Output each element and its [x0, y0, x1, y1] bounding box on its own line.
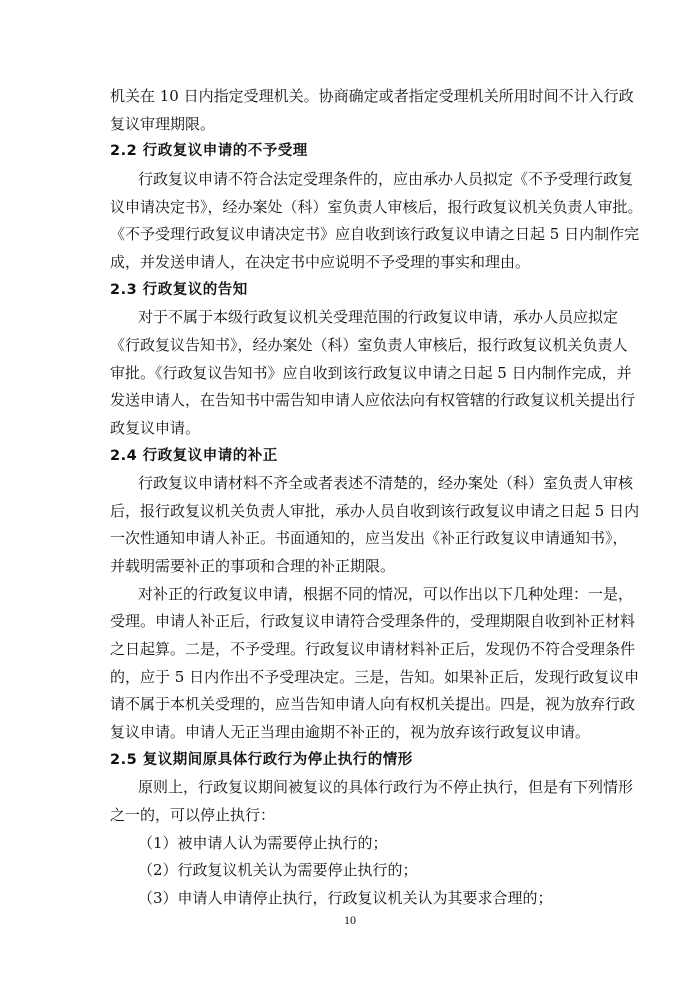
- body-text-line: 成，并发送申请人，在决定书中应说明不予受理的事实和理由。: [110, 253, 531, 271]
- body-text-line: 《不予受理行政复议申请决定书》应自收到该行政复议申请之日起 5 日内制作完: [110, 225, 640, 243]
- list-item: （2）行政复议机关认为需要停止执行的；: [138, 861, 418, 879]
- body-text-line: 原则上，行政复议期间被复议的具体行政行为不停止执行，但是有下列情形: [138, 778, 634, 796]
- body-text-line: 行政复议申请不符合法定受理条件的，应由承办人员拟定《不予受理行政复: [138, 170, 634, 188]
- body-text-line: 审批。《行政复议告知书》应自收到该行政复议申请之日起 5 日内制作完成，并: [110, 364, 632, 382]
- body-text-line: 机关在 10 日内指定受理机关。协商确定或者指定受理机关所用时间不计入行政: [110, 87, 634, 105]
- body-text-line: 议申请决定书》，经办案处（科）室负责人审核后，报行政复议机关负责人审批。: [110, 198, 643, 216]
- body-text-line: 发送申请人，在告知书中需告知申请人应依法向有权管辖的行政复议机关提出行: [110, 391, 636, 409]
- section-heading-2-3: 2.3 行政复议的告知: [110, 282, 248, 298]
- body-text-line: 行政复议申请材料不齐全或者表述不清楚的，经办案处（科）室负责人审核: [138, 474, 634, 492]
- body-text-line: 受理。申请人补正后，行政复议申请符合受理条件的，受理期限自收到补正材料: [110, 612, 636, 630]
- section-heading-2-5: 2.5 复议期间原具体行政行为停止执行的情形: [110, 752, 413, 768]
- body-text-line: 复议申请。申请人无正当理由逾期不补正的，视为放弃该行政复议申请。: [110, 723, 591, 741]
- list-item: （1）被申请人认为需要停止执行的；: [138, 834, 388, 852]
- body-text-line: 请不属于本机关受理的，应当告知申请人向有权机关提出。四是，视为放弃行政: [110, 695, 636, 713]
- body-text-line: 《行政复议告知书》，经办案处（科）室负责人审核后，报行政复议机关负责人: [110, 336, 628, 354]
- page-number: 10: [344, 913, 356, 927]
- list-item: （3）申请人申请停止执行，行政复议机关认为其要求合理的；: [138, 889, 553, 907]
- body-text-line: 政复议申请。: [110, 419, 201, 437]
- body-text-line: 之日起算。二是，不予受理。行政复议申请材料补正后，发现仍不符合受理条件: [110, 640, 636, 658]
- body-text-line: 的，应于 5 日内作出不予受理决定。三是，告知。如果补正后，发现行政复议申: [110, 668, 640, 686]
- section-heading-2-4: 2.4 行政复议申请的补正: [110, 448, 278, 464]
- body-text-line: 对于不属于本级行政复议机关受理范围的行政复议申请，承办人员应拟定: [138, 308, 619, 326]
- body-text-line: 复议审理期限。: [110, 115, 216, 133]
- body-text-line: 之一的，可以停止执行：: [110, 806, 276, 824]
- body-text-line: 一次性通知申请人补正。书面通知的，应当发出《补正行政复议申请通知书》，: [110, 529, 628, 547]
- body-text-line: 对补正的行政复议申请，根据不同的情况，可以作出以下几种处理：一是，: [138, 585, 634, 603]
- body-text-line: 并载明需要补正的事项和合理的补正期限。: [110, 557, 396, 575]
- body-text-line: 后，报行政复议机关负责人审批，承办人员自收到该行政复议申请之日起 5 日内: [110, 502, 640, 520]
- section-heading-2-2: 2.2 行政复议申请的不予受理: [110, 143, 308, 159]
